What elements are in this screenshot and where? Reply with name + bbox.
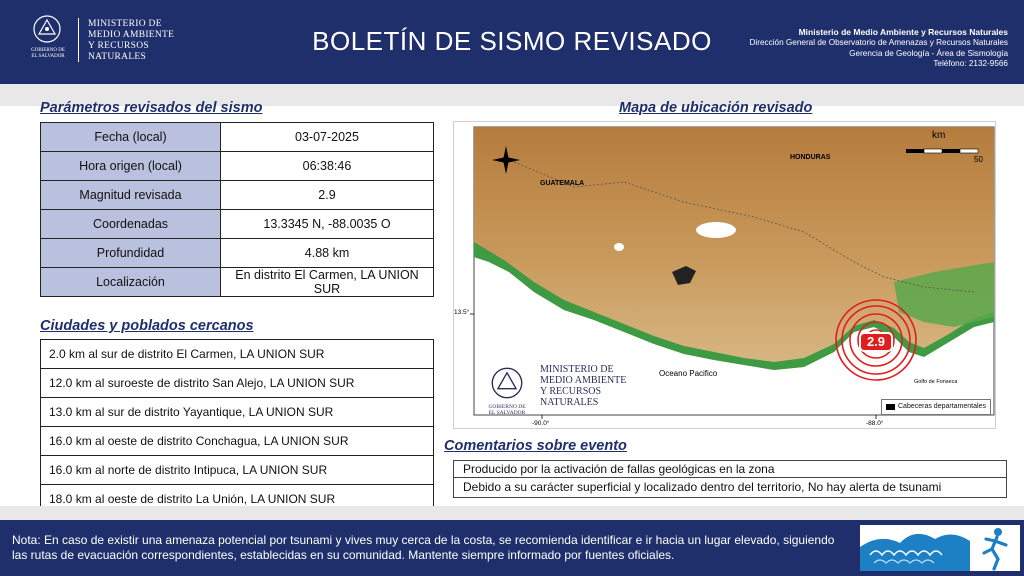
param-label: Fecha (local) <box>41 123 221 152</box>
params-table <box>40 122 434 297</box>
scale-value: 50 <box>974 155 983 164</box>
table-row <box>454 461 1007 478</box>
table-row <box>41 398 434 427</box>
param-value: 4.88 km <box>221 239 434 268</box>
comments-table <box>453 460 1007 498</box>
param-value: 2.9 <box>221 181 434 210</box>
separator-band-bottom <box>0 506 1024 520</box>
city-distance: 2.0 km al sur de distrito El Carmen, LA UNION SUR <box>41 340 434 369</box>
header-bar <box>0 0 1024 84</box>
table-row <box>41 369 434 398</box>
param-value: 03-07-2025 <box>221 123 434 152</box>
lake <box>696 222 736 238</box>
cities-section-title: Ciudades y poblados cercanos <box>40 318 254 334</box>
param-label: Magnitud revisada <box>41 181 221 210</box>
page-title: BOLETÍN DE SISMO REVISADO <box>312 26 712 56</box>
city-distance: 12.0 km al suroeste de distrito San Alejo, LA UNION SUR <box>41 369 434 398</box>
param-value: 06:38:46 <box>221 152 434 181</box>
national-seal-icon <box>32 14 62 44</box>
table-row <box>41 456 434 485</box>
country-label: HONDURAS <box>790 154 831 161</box>
country-label: GUATEMALA <box>540 180 585 187</box>
seal-caption: GOBIERNO DE EL SALVADOR <box>31 48 65 59</box>
city-distance: 16.0 km al oeste de distrito Conchagua, LA UNION SUR <box>41 427 434 456</box>
cities-table <box>40 339 434 514</box>
param-value: 13.3345 N, -88.0035 O <box>221 210 434 239</box>
map-legend: Cabeceras departamentales <box>881 399 991 415</box>
ministry-logo <box>32 14 182 70</box>
table-row <box>41 268 434 297</box>
institution-info <box>708 27 1008 70</box>
table-row <box>41 181 434 210</box>
param-label: Localización <box>41 268 221 297</box>
ocean-label: Oceano Pacifico <box>659 369 718 378</box>
institution-line-3: Gerencia de Geología - Área de Sismología <box>849 48 1008 58</box>
comments-section-title: Comentarios sobre evento <box>444 438 627 454</box>
param-value: En distrito El Carmen, LA UNION SUR <box>221 268 434 297</box>
table-row <box>41 210 434 239</box>
location-map <box>453 121 996 429</box>
map-watermark-logo <box>482 360 642 420</box>
watermark-text: MINISTERIO DE MEDIO AMBIENTE Y RECURSOS NATURALES <box>540 364 627 408</box>
ministry-name: MINISTERIO DE MEDIO AMBIENTE Y RECURSOS NATURALES <box>88 19 175 62</box>
longitude-tick: -88.0° <box>866 420 884 427</box>
param-label: Hora origen (local) <box>41 152 221 181</box>
param-label: Profundidad <box>41 239 221 268</box>
gulf-label: Golfo de Fonseca <box>914 379 958 385</box>
table-row <box>41 239 434 268</box>
table-row <box>41 152 434 181</box>
tsunami-evacuation-icon <box>860 525 1020 571</box>
watermark-seal-icon <box>490 366 524 400</box>
table-row <box>454 478 1007 498</box>
params-section-title: Parámetros revisados del sismo <box>40 100 263 116</box>
longitude-tick: -90.0° <box>532 420 550 427</box>
comment-text: Debido a su carácter superficial y localizado dentro del territorio, No hay alerta de tsunami <box>454 478 1007 498</box>
comment-text: Producido por la activación de fallas geológicas en la zona <box>454 461 1007 478</box>
param-label: Coordenadas <box>41 210 221 239</box>
institution-line-1: Ministerio de Medio Ambiente y Recursos Naturales <box>798 27 1008 37</box>
table-row <box>41 427 434 456</box>
scale-unit: km <box>932 130 946 141</box>
table-row <box>41 123 434 152</box>
city-distance: 18.0 km al oeste de distrito La Unión, LA UNION SUR <box>41 485 434 514</box>
city-distance: 13.0 km al sur de distrito Yayantique, LA UNION SUR <box>41 398 434 427</box>
institution-phone: Teléfono: 2132-9566 <box>933 59 1008 68</box>
watermark-caption: GOBIERNO DE EL SALVADOR <box>488 404 526 416</box>
lake <box>614 243 624 251</box>
institution-line-2: Dirección General de Observatorio de Amenazas y Recursos Naturales <box>749 38 1008 47</box>
city-distance: 16.0 km al norte de distrito Intipuca, LA UNION SUR <box>41 456 434 485</box>
latitude-tick: 13.5° <box>454 309 470 316</box>
map-section-title: Mapa de ubicación revisado <box>619 100 813 116</box>
magnitude-badge: 2.9 <box>859 332 893 352</box>
tsunami-note: Nota: En caso de existir una amenaza potencial por tsunami y vives muy cerca de la costa, se recomienda identificar e ir hacia un lugar elevado, siguiendo las rutas de evacuación correspondientes, establecidas en su comunidad. Mantente siempre informado por fuentes oficiales. <box>12 533 835 562</box>
logo-divider <box>78 18 79 62</box>
table-row <box>41 340 434 369</box>
